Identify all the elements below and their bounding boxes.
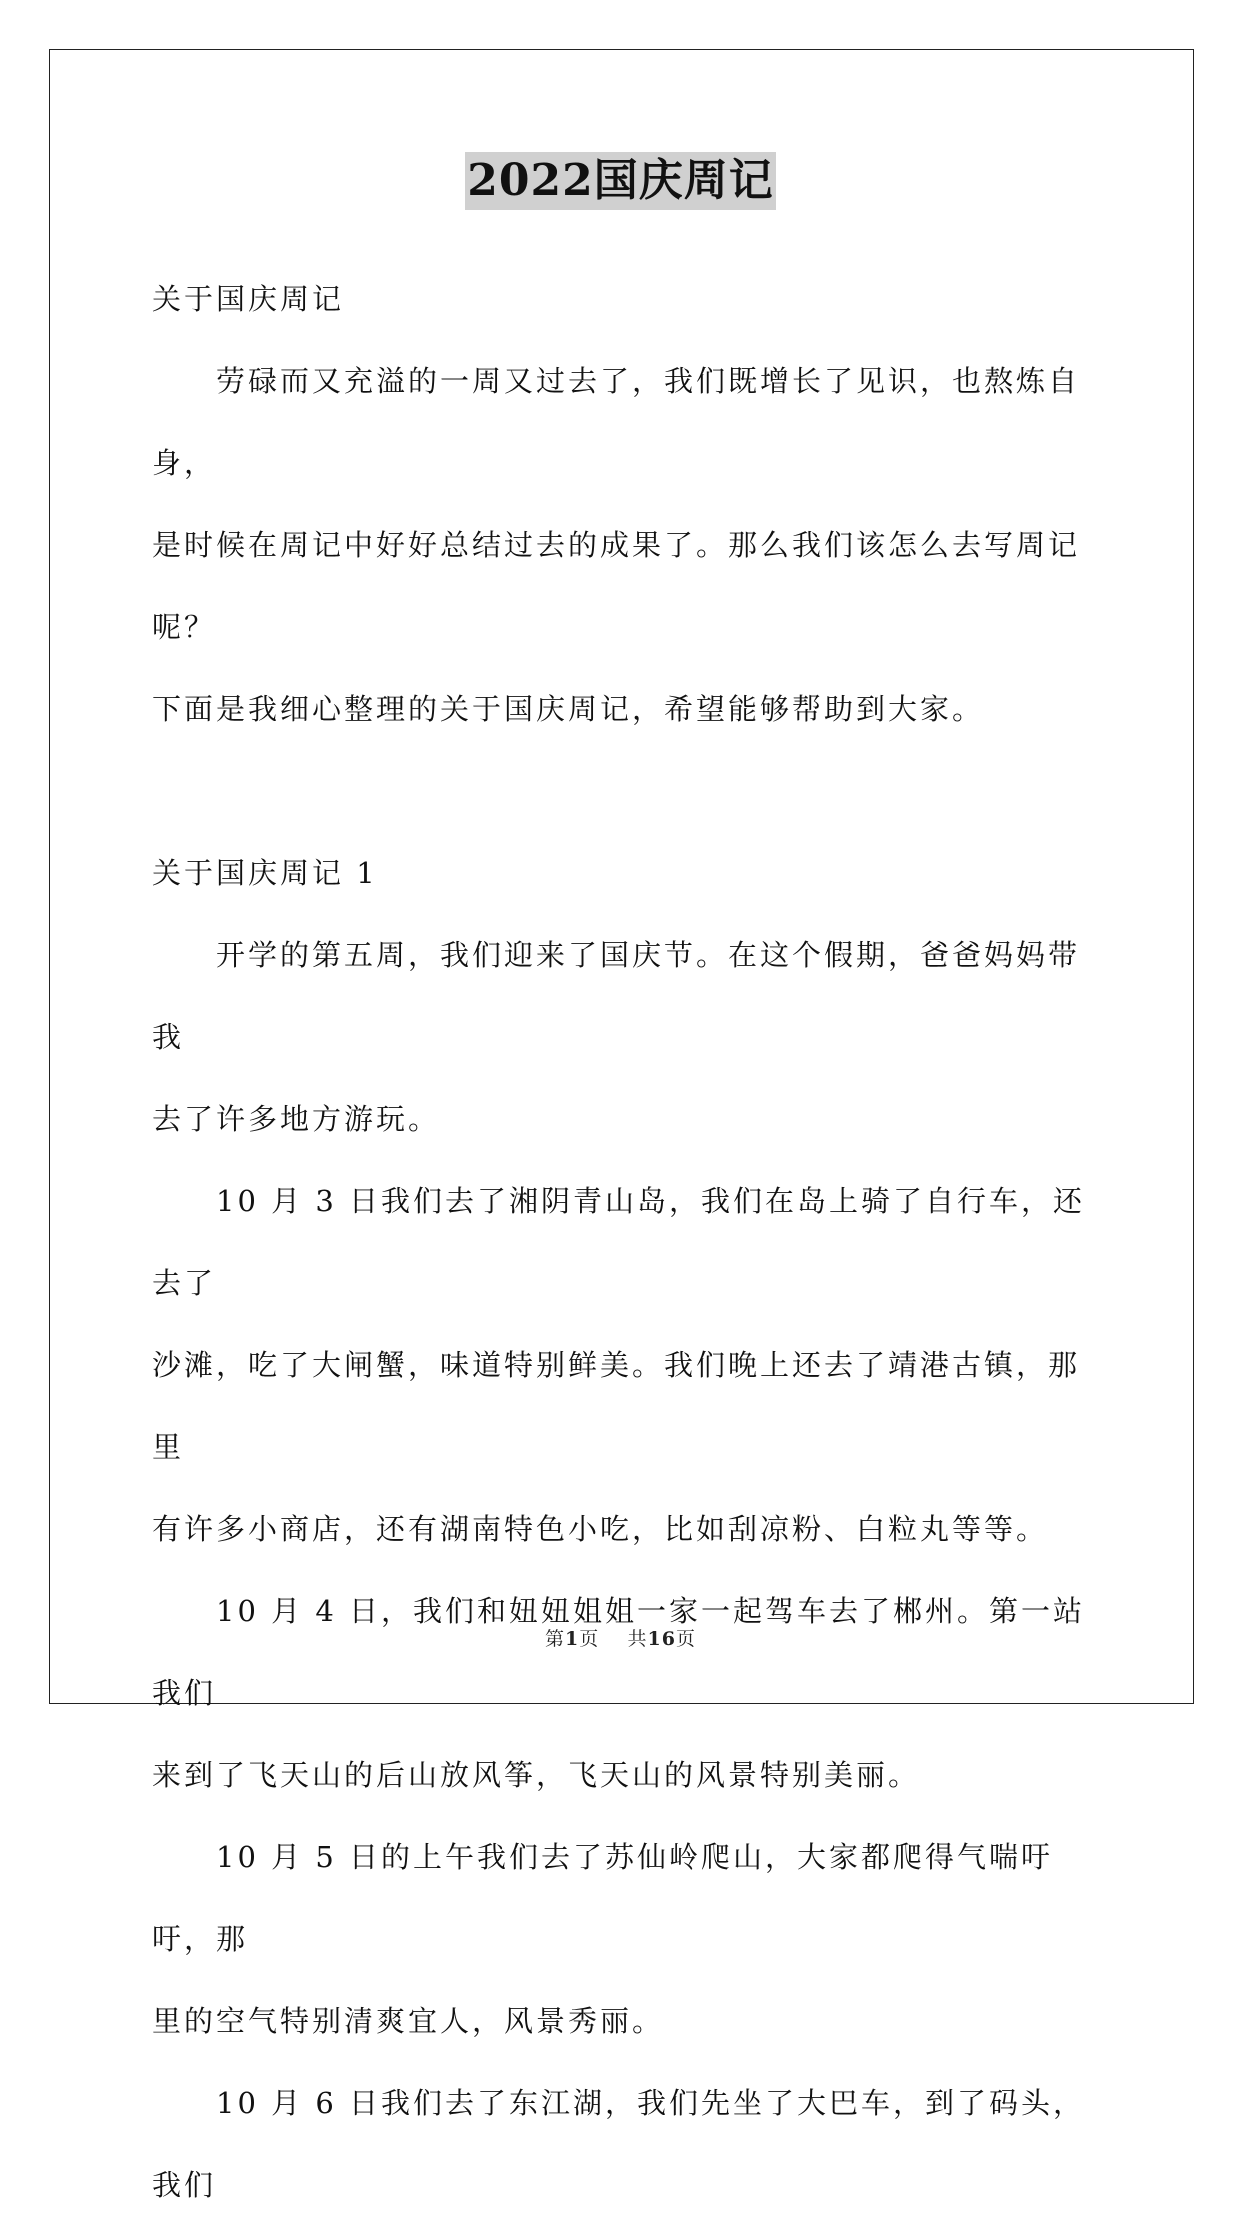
paragraph-line: 开学的第五周，我们迎来了国庆节。在这个假期，爸爸妈妈带我 <box>152 938 1081 1054</box>
footer-total-suffix: 页 <box>675 1628 696 1650</box>
total-pages-number: 16 <box>647 1628 676 1650</box>
current-page-number: 1 <box>565 1628 580 1650</box>
paragraph-line: 10 月 5 日的上午我们去了苏仙岭爬山，大家都爬得气喘吁吁，那 <box>152 1840 1054 1956</box>
intro-line: 劳碌而又充溢的一周又过去了，我们既增长了见识，也熬炼自身， <box>152 364 1081 480</box>
paragraph-line: 10 月 3 日我们去了湘阴青山岛，我们在岛上骑了自行车，还去了 <box>152 1184 1086 1300</box>
paragraph-line: 沙滩，吃了大闸蟹，味道特别鲜美。我们晚上还去了靖港古镇，那里 <box>152 1348 1081 1464</box>
footer-prefix: 第 <box>545 1628 566 1650</box>
footer-page-word: 页 <box>579 1628 600 1650</box>
paragraph-line: 去了许多地方游玩。 <box>152 1102 441 1136</box>
footer-total-prefix: 共 <box>627 1628 648 1650</box>
document-body <box>152 258 1092 2226</box>
document-title <box>0 152 1241 210</box>
page-footer <box>0 1624 1241 1651</box>
paragraph-line: 10 月 6 日我们去了东江湖，我们先坐了大巴车，到了码头，我们 <box>152 2086 1086 2202</box>
intro-line: 是时候在周记中好好总结过去的成果了。那么我们该怎么去写周记呢？ <box>152 528 1081 644</box>
paragraph-line: 里的空气特别清爽宜人，风景秀丽。 <box>152 2004 665 2038</box>
intro-line: 下面是我细心整理的关于国庆周记，希望能够帮助到大家。 <box>152 692 985 726</box>
paragraph-line: 10 月 4 日，我们和妞妞姐姐一家一起驾车去了郴州。第一站我们 <box>152 1594 1086 1710</box>
document-title-text: 2022国庆周记 <box>465 152 775 210</box>
paragraph-line: 来到了飞天山的后山放风筝，飞天山的风景特别美丽。 <box>152 1758 921 1792</box>
intro-heading: 关于国庆周记 <box>152 282 345 316</box>
section-heading: 关于国庆周记 1 <box>152 856 378 890</box>
paragraph-line: 有许多小商店，还有湖南特色小吃，比如刮凉粉、白粒丸等等。 <box>152 1512 1049 1546</box>
